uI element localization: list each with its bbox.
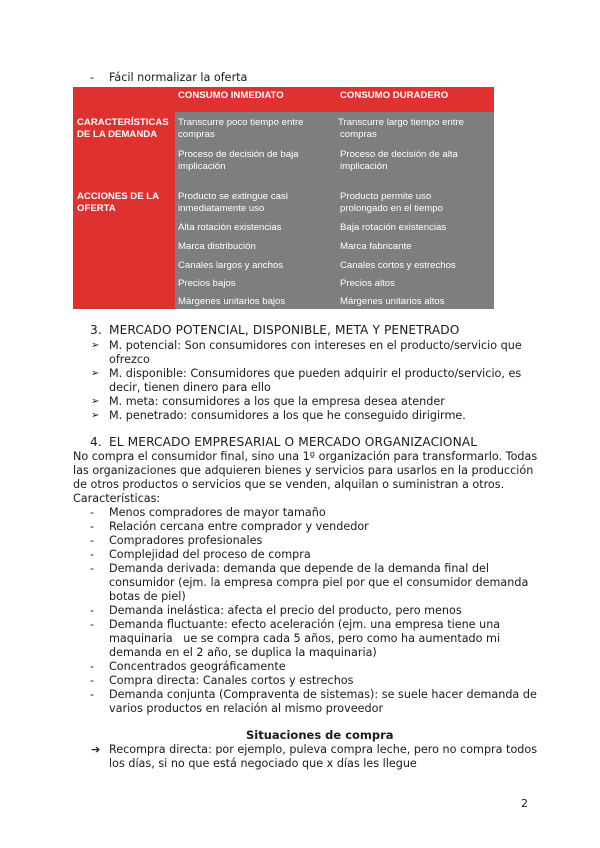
row-label-offer: OFERTA [77,203,116,214]
table-cell: Proceso de decisión de alta [340,149,458,160]
list-item: Demanda inelástica: afecta el precio del producto, pero menos [109,604,462,617]
table-cell: implicación [178,161,226,172]
table-cell: Canales largos y anchos [178,260,284,271]
list-item: los días, si no que está negociado que x días les llegue [109,757,417,770]
paragraph-line: No compra el consumidor final, sino una 1º organización para transformarlo. Todas [73,450,538,463]
table-cell: Marca fabricante [340,241,412,252]
list-item: demanda en el 2 año, se duplica la maquinaria) [109,646,377,659]
list-item: botas de piel) [109,590,186,603]
section-3-number: 3. [90,323,102,337]
table-cell: Márgenes unitarios altos [340,296,445,307]
table-cell: Transcurre poco tiempo entre [178,117,304,128]
list-item: Compra directa: Canales cortos y estrechos [109,674,354,687]
list-item: Recompra directa: por ejemplo, puleva compra leche, pero no compra todos [109,743,538,756]
dash-bullet: - [90,660,95,673]
dash-bullet: - [90,688,95,701]
row-label-demand: CARACTERÍSTICAS [77,117,169,128]
table-cell: Transcurre largo tiempo entre [338,117,465,128]
right-arrow-icon: ➔ [91,743,101,756]
dash-bullet: - [90,674,95,687]
dash-bullet: - [90,534,95,547]
table-cell: Marca distribución [178,241,256,252]
list-item: Menos compradores de mayor tamaño [109,506,326,519]
dash-bullet: - [90,548,95,561]
table-cell: Producto se extingue casi [178,191,288,202]
table-cell: prolongado en el tiempo [340,203,443,214]
section-4-number: 4. [90,435,102,449]
table-cell: Baja rotación existencias [340,222,447,233]
table-cell: compras [340,129,377,140]
col-header-immediate: CONSUMO INMEDIATO [178,90,284,101]
list-item: ofrezco [109,353,150,366]
table-cell: Canales cortos y estrechos [340,260,456,271]
table-cell: Precios bajos [178,278,236,289]
list-item: Complejidad del proceso de compra [109,548,311,561]
list-item: varios productos en relación al mismo proveedor [109,702,384,715]
dash-bullet: - [90,71,95,84]
list-item: M. potencial: Son consumidores con intereses en el producto/servicio que [109,339,522,352]
list-item: M. meta: consumidores a los que la empresa desea atender [109,395,445,408]
list-item: Compradores profesionales [109,534,263,547]
dash-bullet: - [90,520,95,533]
table-cell: Precios altos [340,278,395,289]
table-cell: Proceso de decisión de baja [178,149,299,160]
table-cell: implicación [340,161,388,172]
list-item: M. disponible: Consumidores que pueden adquirir el producto/servicio, es [109,367,522,380]
section-4-title: EL MERCADO EMPRESARIAL O MERCADO ORGANIZACIONAL [109,435,478,449]
dash-bullet: - [90,618,95,631]
intro-bullet-text: Fácil normalizar la oferta [109,71,248,84]
col-header-durable: CONSUMO DURADERO [340,90,449,101]
list-item: Demanda conjunta (Compraventa de sistemas): se suele hacer demanda de [109,688,537,701]
list-item: consumidor (ejm. la empresa compra piel por que el consumidor demanda [109,576,529,589]
arrow-bullet-icon: ➢ [91,410,100,421]
characteristics-label: Características: [73,492,161,505]
table-cell: Márgenes unitarios bajos [178,296,286,307]
dash-bullet: - [90,604,95,617]
list-item: Concentrados geográficamente [109,660,286,673]
page-number: 2 [521,797,528,810]
paragraph-line: de otros productos o servicios que se venden, alquilan o suministran a otros. [73,478,505,491]
paragraph-line: las organizaciones que adquieren bienes y servicios para usarlos en la producción [73,464,534,477]
dash-bullet: - [90,562,95,575]
table-cell: inmediatamente uso [178,203,265,214]
section-3-title: MERCADO POTENCIAL, DISPONIBLE, META Y PENETRADO [109,323,460,337]
arrow-bullet-icon: ➢ [91,396,100,407]
arrow-bullet-icon: ➢ [91,340,100,351]
list-item: Demanda fluctuante: efecto aceleración (ejm. una empresa tiene una [109,618,501,631]
list-item: Relación cercana entre comprador y vendedor [109,520,369,533]
dash-bullet: - [90,506,95,519]
list-item: Demanda derivada: demanda que depende de la demanda final del [109,562,490,575]
list-item: decir, tienen dinero para ello [109,381,271,394]
list-item: M. penetrado: consumidores a los que he conseguido dirigirme. [109,409,466,422]
table-cell: Alta rotación existencias [178,222,282,233]
table-cell: Producto permite uso [340,191,432,202]
situations-title: Situaciones de compra [246,728,394,742]
row-label-demand: DE LA DEMANDA [77,129,158,140]
row-label-offer: ACCIONES DE LA [77,191,160,202]
list-item: maquinaria ue se compra cada 5 años, pero como ha aumentado mi [109,632,501,645]
table-cell: compras [178,129,215,140]
demand-offer-table [73,87,494,309]
arrow-bullet-icon: ➢ [91,368,100,379]
